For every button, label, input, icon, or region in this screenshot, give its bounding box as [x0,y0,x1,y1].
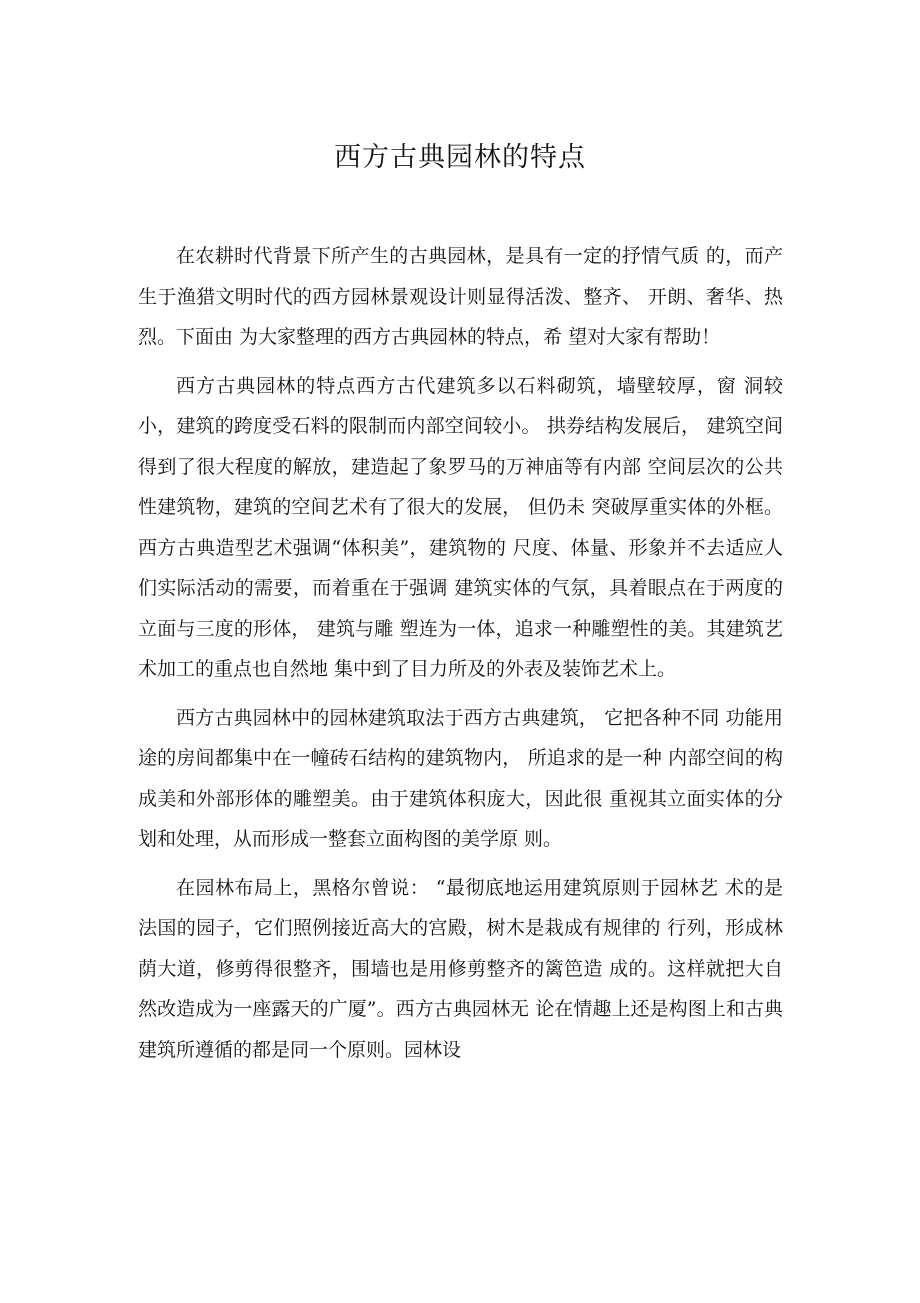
paragraph-architecture: 西方古典园林的特点西方古代建筑多以石料砌筑，墙壁较厚，窗 洞较小，建筑的跨度受石料的限制而内部空间较小。 拱券结构发展后， 建筑空间得到了很大程度的解放，建造起了象罗马的万神庙等有内部 空间层次的公共性建筑物，建筑的空间艺术有了很大的发展， 但仍未 突破厚重实体的外框。西方古典造型艺术强调“体积美”，建筑物的 尺度、体量、形象并不去适应人们实际活动的需要，而着重在于强调 建筑实体的气氛，具着眼点在于两度的立面与三度的形体， 建筑与雕 塑连为一体，追求一种雕塑性的美。其建筑艺术加工的重点也自然地 集中到了目力所及的外表及装饰艺术上。 [138,374,783,680]
paragraph-layout: 在园林布局上，黑格尔曾说： “最彻底地运用建筑原则于园林艺 术的是法国的园子，它们照例接近高大的宫殿，树木是栽成有规律的 行列，形成林荫大道，修剪得很整齐，围墙也是用修剪整齐的篱笆造 成的。这样就把大自然改造成为一座露天的广厦”。西方古典园林无 论在情趣上还是构图上和古典建筑所遵循的都是同一个原则。园林设 [138,876,783,1061]
document-title: 西方古典园林的特点 [334,142,586,173]
paragraph-intro: 在农耕时代背景下所产生的古典园林，是具有一定的抒情气质 的，而产生于渔猎文明时代的西方园林景观设计则显得活泼、整齐、 开朗、奢华、热烈。下面由 为大家整理的西方古典园林的特点，希 望对大家有帮助！ [138,245,783,348]
document-body [138,236,783,1078]
paragraph-garden-buildings: 西方古典园林中的园林建筑取法于西方古典建筑， 它把各种不同 功能用途的房间都集中在一幢砖石结构的建筑物内， 所追求的是一种 内部空间的构成美和外部形体的雕塑美。由于建筑体积庞大，因此很 重视其立面实体的分划和处理，从而形成一整套立面构图的美学原 则。 [138,706,783,850]
